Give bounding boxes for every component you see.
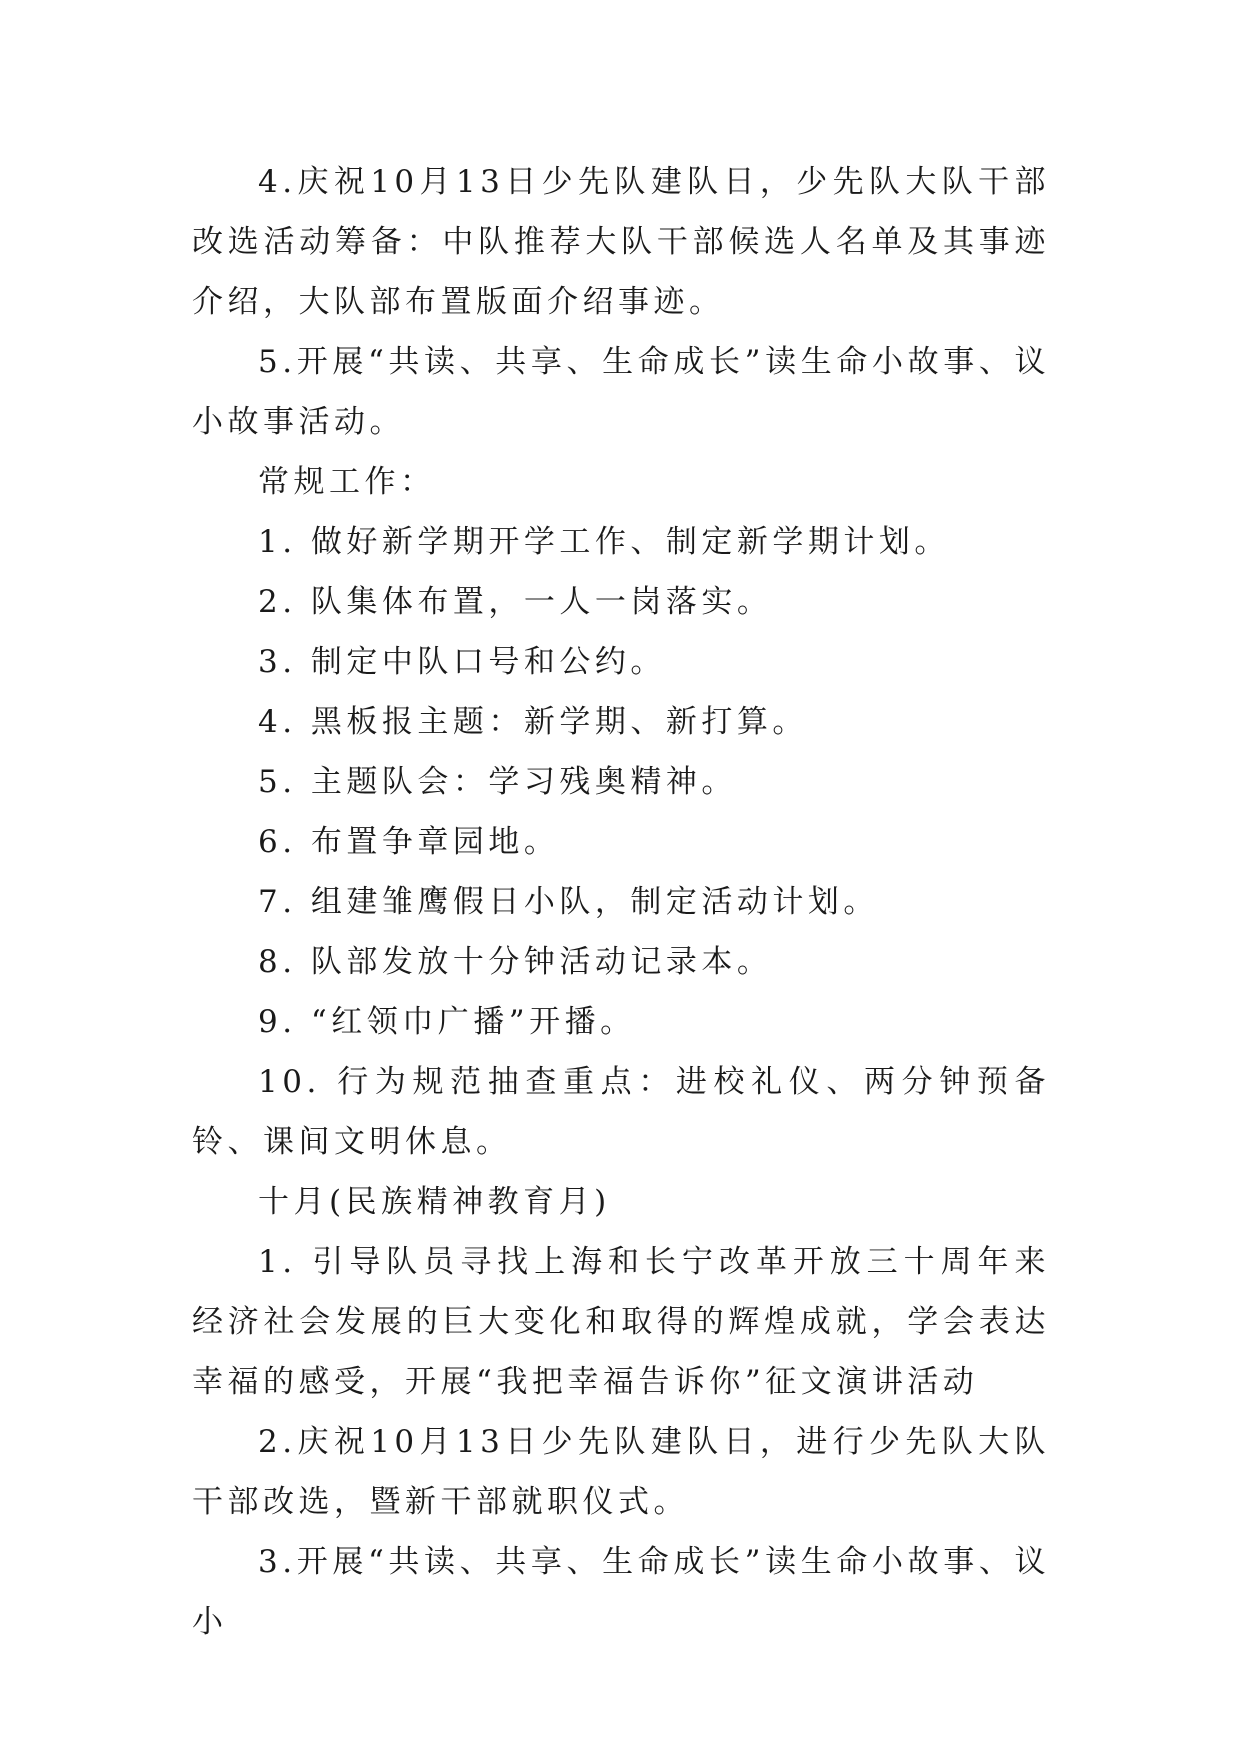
paragraph-item-5-reading-activity: 5.开展“共读、共享、生命成长”读生命小故事、议小故事活动。 (192, 344, 1050, 440)
routine-item-7: 7. 组建雏鹰假日小队，制定活动计划。 (258, 884, 879, 920)
routine-item-9: 9. “红领巾广播”开播。 (258, 1004, 636, 1040)
routine-item-2: 2. 队集体布置，一人一岗落实。 (258, 584, 773, 620)
document-body (192, 152, 1050, 1652)
routine-item-8: 8. 队部发放十分钟活动记录本。 (258, 944, 773, 980)
october-item-2: 2.庆祝10月13日少先队建队日，进行少先队大队干部改选，暨新干部就职仪式。 (192, 1424, 1050, 1520)
section-heading-october: 十月(民族精神教育月) (258, 1184, 611, 1220)
october-item-3: 3.开展“共读、共享、生命成长”读生命小故事、议小 (192, 1544, 1050, 1640)
routine-item-5: 5. 主题队会：学习残奥精神。 (258, 764, 737, 800)
section-heading-routine-work: 常规工作： (258, 464, 436, 500)
routine-item-3: 3. 制定中队口号和公约。 (258, 644, 666, 680)
routine-item-10: 10. 行为规范抽查重点：进校礼仪、两分钟预备铃、课间文明休息。 (192, 1064, 1050, 1160)
routine-item-1: 1. 做好新学期开学工作、制定新学期计划。 (258, 524, 950, 560)
routine-item-6: 6. 布置争章园地。 (258, 824, 560, 860)
paragraph-item-4-celebration-prep: 4.庆祝10月13日少先队建队日，少先队大队干部改选活动筹备：中队推荐大队干部候选人名单及其事迹介绍，大队部布置版面介绍事迹。 (192, 164, 1050, 320)
october-item-1: 1. 引导队员寻找上海和长宁改革开放三十周年来经济社会发展的巨大变化和取得的辉煌成就，学会表达幸福的感受，开展“我把幸福告诉你”征文演讲活动 (192, 1244, 1050, 1400)
routine-item-4: 4. 黑板报主题：新学期、新打算。 (258, 704, 808, 740)
